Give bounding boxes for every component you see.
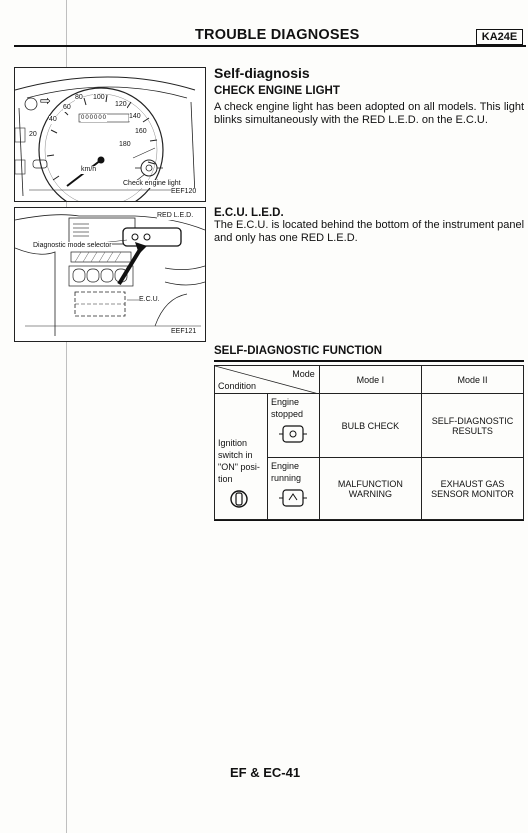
engine-running-cell <box>268 458 320 520</box>
speed-label-120: 120 <box>115 101 127 108</box>
bulb-check-cell: BULB CHECK <box>319 394 421 458</box>
self-diagnostic-table <box>214 365 524 520</box>
corner-header-cell <box>215 366 320 394</box>
figure-instrument-cluster <box>14 67 206 202</box>
engine-stopped-cell <box>268 394 320 458</box>
mode1-header: Mode I <box>319 366 421 394</box>
speed-unit-label: km/h <box>81 166 97 173</box>
engine-running-icon <box>279 486 309 510</box>
speed-label-180: 180 <box>119 141 131 148</box>
ecu-led-paragraph: The E.C.U. is located behind the bottom of the instrument panel and only has one RED L.E.D. <box>214 219 525 244</box>
ignition-key-icon <box>228 489 250 509</box>
malfunction-warning-cell: MALFUNCTION WARNING <box>319 458 421 520</box>
speed-label-40: 40 <box>49 116 57 123</box>
table-row <box>215 394 524 458</box>
table-header-row <box>215 366 524 394</box>
svg-text:⇨: ⇨ <box>40 94 51 109</box>
speed-label-160: 160 <box>135 128 147 135</box>
speed-label-80: 80 <box>75 94 83 101</box>
model-code-badge: KA24E <box>476 29 523 45</box>
self-diagnostic-results-cell: SELF-DIAGNOSTIC RESULTS <box>422 394 524 458</box>
engine-stopped-icon <box>279 422 309 446</box>
corner-condition-label: Condition <box>218 381 257 391</box>
section-subtitle: CHECK ENGINE LIGHT <box>214 85 340 97</box>
ignition-label: Ignition switch in "ON" posi- tion <box>218 438 260 484</box>
mode2-header: Mode II <box>422 366 524 394</box>
table-title: SELF-DIAGNOSTIC FUNCTION <box>214 345 383 357</box>
check-engine-light-callout: Check engine light <box>123 180 183 188</box>
odometer-readout: 000000 <box>81 115 108 121</box>
figure2-code: EEF121 <box>171 328 197 335</box>
speed-label-60: 60 <box>63 104 71 111</box>
ignition-condition-cell <box>215 394 268 520</box>
exhaust-gas-sensor-monitor-cell: EXHAUST GAS SENSOR MONITOR <box>422 458 524 520</box>
check-engine-light-paragraph: A check engine light has been adopted on all models. This light blinks simultaneously with the RED L.E.D. on the E.C.U. <box>214 101 524 126</box>
figure1-code: EEF120 <box>171 188 197 195</box>
section-title: Self-diagnosis <box>214 65 310 81</box>
speed-label-140: 140 <box>129 113 141 120</box>
ecu-led-title: E.C.U. L.E.D. <box>214 207 284 219</box>
corner-mode-label: Mode <box>292 369 315 379</box>
table-bottom-rule <box>214 520 524 521</box>
speed-label-100: 100 <box>93 94 105 101</box>
table-title-rule <box>214 360 524 362</box>
ignition-spacer <box>218 401 264 437</box>
speed-label-20: 20 <box>29 131 37 138</box>
figure-ecu-location <box>14 207 206 342</box>
ecu-label: E.C.U. <box>139 296 160 303</box>
page-number: EF & EC-41 <box>230 765 301 780</box>
page-header-title: TROUBLE DIAGNOSES <box>195 27 360 43</box>
engine-stopped-label: Engine stopped <box>271 397 304 419</box>
red-led-label: RED L.E.D. <box>157 212 194 219</box>
ecu-dashboard-illustration <box>15 208 205 341</box>
engine-running-label: Engine running <box>271 461 302 483</box>
header-rule <box>14 45 526 47</box>
diagnostic-mode-selector-label: Diagnostic mode selector <box>33 242 112 249</box>
